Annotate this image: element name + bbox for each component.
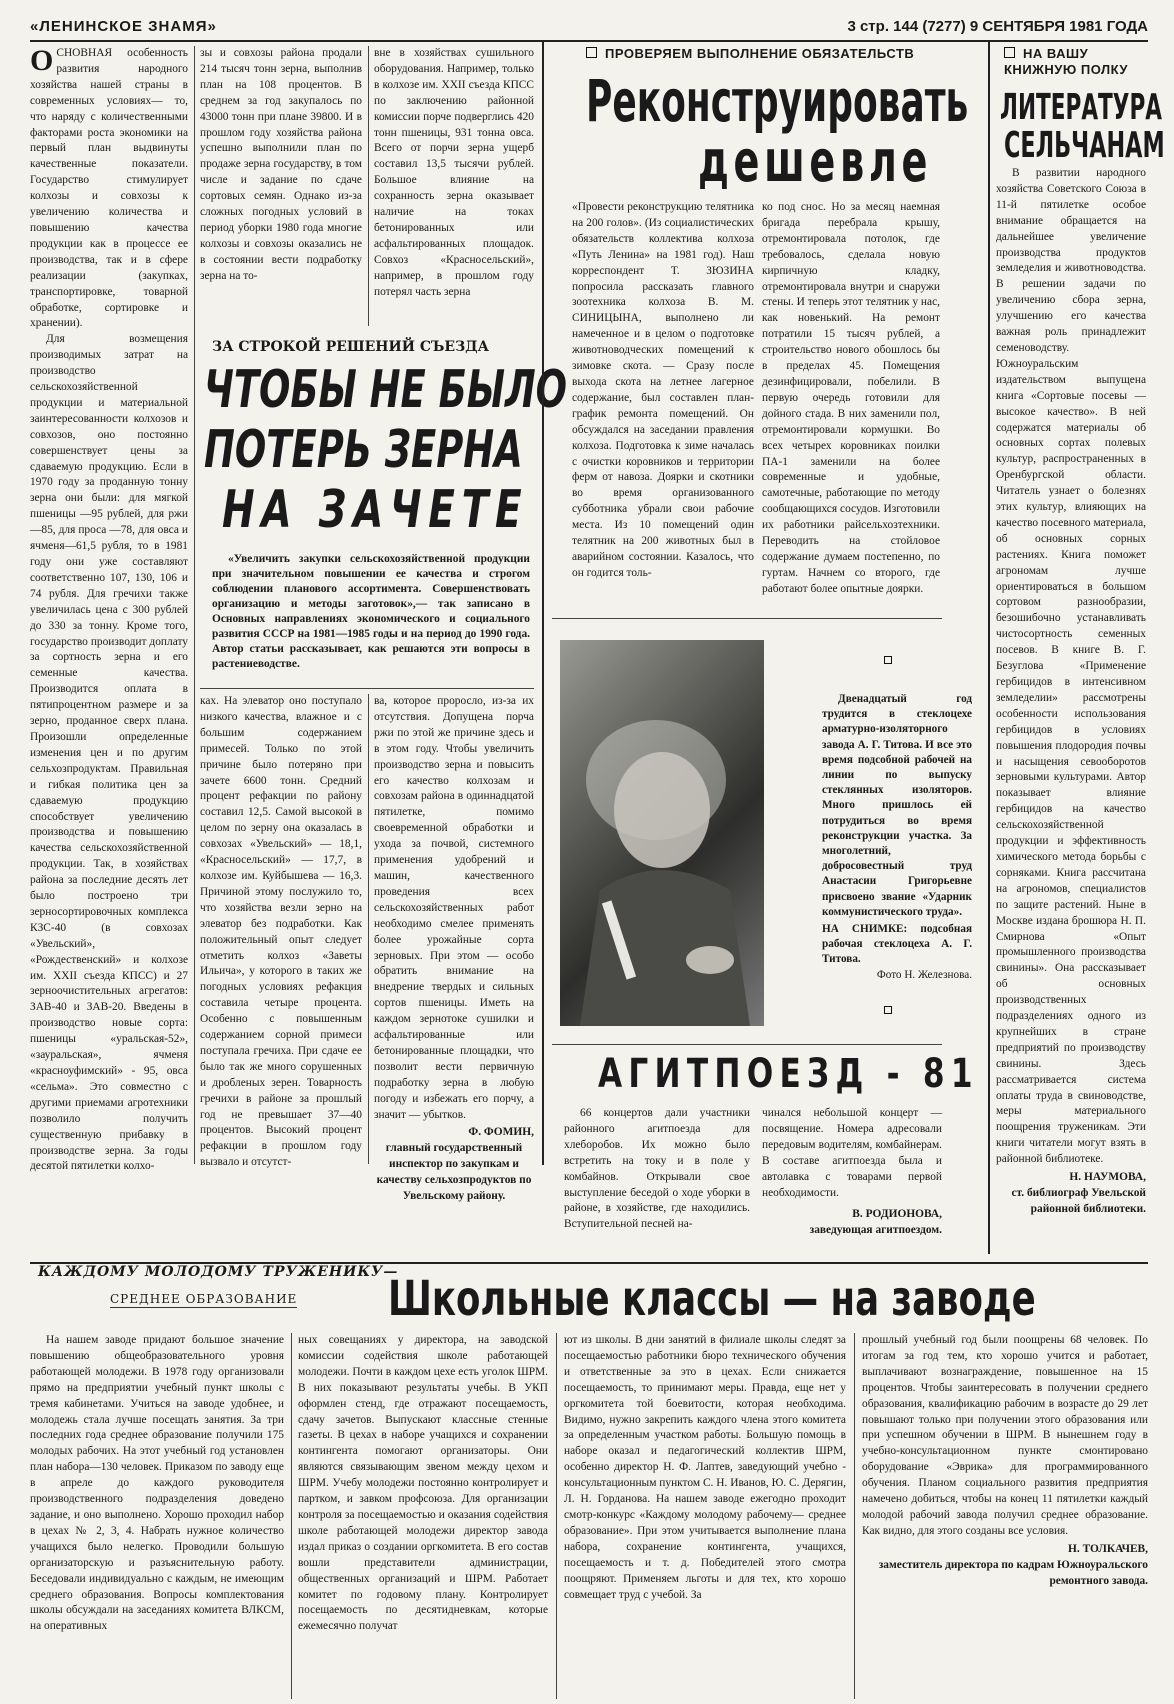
agit-col2-text: чинался небольшой концерт — посвящение. Номера адресовали передовым водителям, комбайнерам. В составе агитпоезда была и автолавка с товарами первой необходимости. [762, 1107, 942, 1199]
agit-col1-text: 66 концертов дали участники районного агитпоезда для хлеборобов. Их можно было встретить на току и в поле у комбайнов. Открывали свое выступление беседой о ходе уборки в районе, в хозяйстве, где находились. Вступительной песней на- [564, 1107, 750, 1231]
school-col2-text: ных совещаниях у директора, на заводской комиссии содействия школе работающей молодежи. Почти в каждом цехе есть уголок ШРМ. В них показывают результаты учебы. В УКП оформлен стенд, где отражают посещаемость, сдачу зачетов. Выпускают классные стенные газеты. В цехах в наборе учащихся и сохранении контингента помогают организаторы. Они являются связывающим звеном между цехом и ШРМ. Учебу молодежи постоянно контролирует и партком, и завком профсоюза. Для организации контроля за посещаемостью и оказания содействия школе работающей молодежи директор завода издал приказ о создании оргкомитета. В его состав вошли представители администрации, общественных организаций и ШРМ. Работает комитет по годовому плану. Контролирует посещаемость по десятидневкам, которые ежемесячно получат [298, 1334, 548, 1633]
grain-col2-bottom-text: ках. На элеватор оно поступало низкого качества, влажное и с большим содержанием примесей. Только по этой причине было потеряно при зачете 6600 тонн. Средний процент рефакции по району составил 12,5. Самой высокой в целом по зерну она оказалась в совхозах «Увельский» — 18,1, «Красносельский» — 17,7, в колхозе им. Куйбышева — 16,3. Причиной этому послужило то, что хозяйства везли зерно на элеватор без подработки. Как положительный опыт следует отметить колхоз «Заветы Ильича», у которого в таких же погодных условиях рефакция составила четыре процента. Особенно с повышенным содержанием сорной примеси поступала гречиха. При сдаче ее было так же много сорушенных и дробленых зерен. Товарность гречихи в районе за прошлый год не превышает 37—40 процентов. Высокий процент рефакции в прошлом году вызвало и отсутст- [200, 695, 362, 1169]
grain-lead-intro: СНОВНАЯ особенность развития народного хозяйства нашей страны в современных условиях— то, что наряду с количественными факторами роста экономики на первый план выдвинуты качественные показатели. Государство стимулирует колхозы и совхозы к увеличению количества и повышению качества продукции как в процессе ее производства, так и в сфере реализации (закупках, транспортировке, товарной обработке, сортировке и хранении). [30, 47, 188, 330]
agit-author-role: заведующая агитпоездом. [809, 1224, 942, 1237]
rebuild-kicker [586, 46, 914, 61]
school-col4-text: прошлый учебный год были поощрены 68 человек. По итогам за год тем, кто хорошо учится и работает, выплачивают вознаграждение, повышенное на 15 процентов. Чтобы заинтересовать в получении среднего образования, квалификацию рабочим в возрасте до 29 лет повышают только при получении этого образования или при успешном обучении в ШРМ. В нынешнем году в учебно-консультационном пункте смонтировано оборудование «Эврика» для программированного обучения. Планом социального развития предприятия намечено добиться, чтобы на конец 11 пятилетки каждый молодой рабочий завода получил среднее образование. Как видно, для этого созданы все условия. [862, 1334, 1148, 1537]
column-divider-main-left [542, 42, 544, 1165]
photo-marker-top [884, 656, 892, 664]
school-sub-rubric: СРЕДНЕЕ ОБРАЗОВАНИЕ [110, 1292, 298, 1306]
grain-col1-rest: Для возмещения производимых затрат на производство сельскохозяйственной продукции и материальной заинтересованности колхозов и совхозов, оно постоянно совершенствует цены за сдаваемую продукцию. Если в 1970 году за проданную тонну зерна они были: для мягкой пшеницы —95 рублей, для ржи —85, для проса —78, для овса и ячменя—61,5 рубля, то в 1981 году они уже составляют соответственно 107, 130, 106 и 74 рубля. Для гречихи также увеличилась цена с 300 рублей до 330 за тонну. Кроме того, государство производит доплату за сортность зерна и его семенные качества. Производится оплата в пятипроцентном размере и за зерно, проданное сверх плана. Произошли определенные изменения цен и по другим сельхозпродуктам. Правильная и гибкая политика цен за сдаваемую продукцию способствует увеличению производства и повышению качества сельскохозяйственной продукции. Так, в хозяйствах района за последние десять лет было построено три зерносортировочных комплекса КЗС-40 (в совхозах «Увельский», «Рождественский» и колхозе им. XXII съезда КПСС) и 27 зерноочистительных агрегатов: ЗАВ-40 и ЗАВ-20. Введены в производство новые сорта: пшеницы «уральская-52», «зауральская», ячменя «красноуфимский» - 95, овса «сельма». Это совместно с другими приемами агротехники позволило получить существенную прибавку в производстве зерна. За годы десятой пятилетки колхо- [30, 333, 188, 1173]
agit-col2 [762, 1106, 942, 1256]
photo-credit: Фото Н. Железнова. [876, 968, 972, 981]
rebuild-col1 [572, 200, 754, 606]
rebuild-col1-text: «Провести реконструкцию телятника на 200 голов». (Из социалистических обязательств коллектива колхоза «Путь Ленина» на 1981 год). Наш корреспондент Т. ЗЮЗИНА попросила рассказать главного зоотехника колхоза В. М. СИНИЦЫНА, выполнено ли намеченное и в целом о подготовке животноводческих помещений к зимовке скота. — Сразу после выхода скота на летнее лагерное содержание, был составлен план-график ремонта помещений. Он обсуждался на заседании правления колхоза. Подготовка к зиме началась с очистки коровников и территории ферм от навоза. Доярки и скотники во время организованного субботника убрали свои рабочие места. Из 10 помещений один телятник на 200 животных был в аварийном состоянии. Казалось, что он годится толь- [572, 201, 754, 579]
rebuild-kicker-text: ПРОВЕРЯЕМ ВЫПОЛНЕНИЕ ОБЯЗАТЕЛЬСТВ [605, 46, 915, 61]
photo-caption: Двенадцатый год трудится в стеклоцехе арматурно-изоляторного завода А. Г. Титова. И все это время подсобной рабочей на линии по выпуску стеклянных изоляторов. Много пришлось ей потрудиться во время реконструкции участка. За многолетний, добросовестный труд Анастасии Григорьевне присвоено звание «Ударник коммунистического труда». [822, 693, 972, 918]
school-col-divider-3 [854, 1333, 855, 1699]
grain-col-divider-3 [368, 694, 369, 1164]
books-author-role: ст. библиограф Увельской районной библиотеки. [1011, 1187, 1146, 1215]
worker-photo [560, 640, 764, 1026]
agit-author-name: В. РОДИОНОВА, [852, 1208, 942, 1221]
school-col-divider-1 [291, 1333, 292, 1699]
books-headline-line2: СЕЛЬЧАНАМ [1004, 125, 1165, 166]
grain-kicker: ЗА СТРОКОЙ РЕШЕНИЙ СЪЕЗДА [212, 339, 490, 355]
grain-col-divider-1 [194, 46, 195, 1164]
grain-col3-top [374, 46, 534, 326]
books-author-name: Н. НАУМОВА, [1069, 1171, 1146, 1184]
grain-col2-bottom [200, 694, 362, 1169]
photo-marker-bottom [884, 1006, 892, 1014]
books-body: В развитии народного хозяйства Советского Союза в 11-й пятилетке особое внимание обращается на дальнейшее увеличение производства продуктов земледелия и животноводства. В решении задачи по увеличению сбора зерна, улучшению его качества важная роль принадлежит семеноводству. Южноуральским издательством выпущена книга «Сортовые посевы — высокое качество». В ней содержатся материалы об основных сортах полевых культур, распространенных в Оренбургской области. Читатель узнает о болезнях этих культур, влияющих на качество посевного материала, об основных сорных растениях. Книга поможет агрономам лучше ориентироваться в большом сортовом разнообразии, безошибочно устанавливать чистосортность семенных посевов. В книге В. Г. Безуглова «Применение гербицидов в интенсивном земледелии» рассмотрены особенности использования гербицидов в условиях повышения плодородия почвы и насыщения севооборотов зерновыми культурами. Автор показывает влияние гербицидов на качество сельскохозяйственной продукции и эффективность химического метода борьбы с сорняками. Книга рассчитана на агрономов, специалистов по защите растений. Ныне в Москве издана брошюра Н. П. Смирнова «Опыт промышленного производства свинины». Она рассказывает об основных производственных подразделениях одного из крупнейших в стране предприятий по производству свинины. Здесь рассматривается система оплаты труда в свиноводстве, меры материального поощрения труженикам. Эти книги читатели могут взять в районной библиотеке. [996, 167, 1146, 1166]
photo-caption-block [822, 692, 972, 1002]
masthead-rule [30, 40, 1148, 42]
school-author-name: Н. ТОЛКАЧЕВ, [1068, 1542, 1148, 1555]
books-body-col [996, 166, 1146, 1256]
rebuild-col2-text: ко под снос. Но за месяц наемная бригада перебрала крышу, отремонтировала потолок, где требовалось, сделала новую кирпичную кладку, отремонтировала внутри и снаружи стены. И теперь этот телятник у нас, как новенький. На ремонт потратили 15 тысяч рублей, а строительство нового обошлось бы в пределах 45. Помещения дезинфицировали, побелили. В первую очередь готовили для дойного стада. В них заменили пол, отремонтировали кормушки. Во всех четырех коровниках поилки ПА-1 заменили на более современные и удобные, самотечные, работающие по методу сообщающихся сосудов. Изготовили их работники райсельхозтехники. Переводить на стойловое содержание думаем постепенно, по гуртам. Начнем со второго, где работают более опытные доярки. [762, 201, 940, 595]
books-kicker-line1: НА ВАШУ [1023, 46, 1089, 61]
school-author-role: заместитель директора по кадрам Южноуральского ремонтного завода. [878, 1558, 1148, 1587]
agit-col1 [564, 1106, 750, 1246]
rebuild-bottom-rule [552, 618, 942, 619]
grain-headline-line3: НА ЗАЧЕТЕ [222, 480, 529, 540]
grain-col-divider-2 [368, 46, 369, 326]
rebuild-headline-line1: Реконструировать [586, 67, 969, 135]
school-col3 [564, 1333, 846, 1699]
rebuild-headline-line2: дешевле [698, 127, 933, 195]
school-rubric: КАЖДОМУ МОЛОДОМУ ТРУЖЕНИКУ— [38, 1264, 399, 1280]
books-headline-line1: ЛИТЕРАТУРА [1000, 87, 1162, 128]
masthead [30, 18, 1148, 40]
books-kicker-line2: КНИЖНУЮ ПОЛКУ [1004, 62, 1129, 77]
grain-col2-top-text: зы и совхозы района продали 214 тысяч тонн зерна, выполнив план на 108 процентов. В среднем за год закупалось по 43000 тонн при плане 39800. И в прошлом году хозяйства района успешно выполнили план по продаже зерна государству, в том числе и задание по сдаче сортовых семян. Однако из-за сложных погодных условий в период уборки 1980 года многие колхозы и совхозы оказались не в состоянии вести подработку зерна на то- [200, 47, 362, 282]
grain-lead-quote [212, 552, 530, 680]
school-col2 [298, 1333, 548, 1699]
books-kicker [1004, 46, 1128, 78]
agit-headline: АГИТПОЕЗД - 81 [598, 1051, 979, 1097]
grain-col3-bottom-text: ва, которое проросло, из-за их отсутствия. Допущена порча ржи по этой же причине здесь и в этом году. Чтобы увеличить производство зерна и повысить его качество колхозам и совхозам района в одиннадцатой пятилетке, помимо своевременной обработки и ухода за почвой, системного применения удобрений и машин, качественного проведения всех сельскохозяйственных работ необходимо смелее применять более урожайные сорта зерновых. При этом — особо обратить внимание на внедрение твердых и сильных сортов пшеницы. Иметь на каждом зернотоке сушилки и асфальтированные или бетонированные площадки, что позволит вести первичную подработку зерна в любую погоду и избежать его порчу, а значит — убытков. [374, 695, 534, 1121]
grain-article-col1 [30, 44, 188, 1173]
grain-col2-top [200, 46, 362, 326]
square-bullet-icon [1004, 47, 1015, 58]
square-bullet-icon [586, 47, 597, 58]
masthead-issue: 3 стр. 144 (7277) 9 СЕНТЯБРЯ 1981 ГОДА [847, 18, 1148, 35]
grain-dropcap: О [30, 44, 54, 77]
school-col3-text: ют из школы. В дни занятий в филиале школы следят за посещаемостью работники бюро технического обучения и ответственные за это в цехах. Если снижается посещаемость, то принимают меры. Правда, еще нет у оргкомитета той боевитости, которая необходима. Видимо, нужно закрепить каждого члена этого комитета за определенным участком работы. Большую помощь в наборе оказал и педагогический коллектив ШРМ, особенно директор Н. Ф. Лаптев, заведующий учебно - консультационным пунктом С. Н. Иванов, Ю. С. Дерягин, Л. Н. Горданова. На нашем заводе ежегодно проходит смотр-конкурс «Каждому молодому рабочему— среднее образование». При этом учитывается выполнение плана набора, сохранение контингента, учащихся, посещаемость и т. д. Победителей этого смотра поощряют. Применяем льготы и для тех, кто хорошо совмещает труд с учебой. За [564, 1334, 846, 1601]
grain-headline-line1: ЧТОБЫ НЕ БЫЛО [204, 360, 568, 420]
school-col1-text: На нашем заводе придают большое значение повышению общеобразовательного уровня работающей молодежи. В 1978 году организовали прямо на предприятии учебный пункт школы с тремя кабинетами. Учиться на заводе удобнее, и молодежь стала лучше посещать занятия. За три последних года среднее образование получили 175 молодых рабочих. На этот учебный год установлен план набора—130 человек. Приказом по заводу еще в апреле до каждого руководителя производственного подразделения доведено задание, и оно выполнено. Хорошо проходил набор в цехах № 2, 3, 4. Набрать нужное количество учащихся было нелегко. Проводили большую организаторскую и разъяснительную работу. Беседовали индивидуально с каждым, не имеющим среднего образования. Вопросы комплектования школы обсуждали на заседаниях комитета ВЛКСМ, на оперативных [30, 1334, 284, 1633]
school-col1 [30, 1333, 284, 1699]
grain-author-name: Ф. ФОМИН, [468, 1126, 534, 1139]
grain-col3-bottom [374, 694, 534, 1203]
grain-headline-line2: ПОТЕРЬ ЗЕРНА [204, 420, 523, 480]
grain-col3-top-text: вне в хозяйствах сушильного оборудования. Например, только в колхозе им. XXII съезда КПСС по заключению районной комиссии порче подверглись 420 тонн пшеницы, 931 тонна овса. Всего от порчи зерна ущерб составил 13,5 тысячи рублей. Большое влияние на сохранность зерна оказывает наличие на токах бетонированных или асфальтированных площадок. Совхоз «Красносельский», например, в прошлом году потерял часть зерна [374, 47, 534, 298]
school-headline: Школьные классы — на заводе [388, 1271, 1036, 1327]
school-col4 [862, 1333, 1148, 1699]
agit-top-rule [552, 1044, 942, 1045]
grain-author-role: главный государственный инспектор по закупкам и качеству сельхозпродуктов по Увельскому району. [376, 1142, 532, 1203]
grain-lead-quote-text: «Увеличить закупки сельскохозяйственной продукции при значительном повышении ее качества и строгом соблюдении планового ассортимента. Совершенствовать организацию и методы заготовок»,— так записано в Основных направлениях экономического и социального развития СССР на 1981—1985 годы и на период до 1990 года. Автор статьи рассказывает, как решаются эти вопросы в растениеводстве. [212, 553, 530, 670]
column-divider-main-right [988, 42, 990, 1254]
rebuild-col2 [762, 200, 940, 606]
photo-label: НА СНИМКЕ: подсобная рабочая стеклоцеха А. Г. Титова. [822, 923, 972, 966]
grain-quote-rule [200, 688, 534, 689]
masthead-paper-name: «ЛЕНИНСКОЕ ЗНАМЯ» [30, 18, 217, 35]
worker-photo-image [560, 640, 764, 1026]
school-col-divider-2 [556, 1333, 557, 1699]
